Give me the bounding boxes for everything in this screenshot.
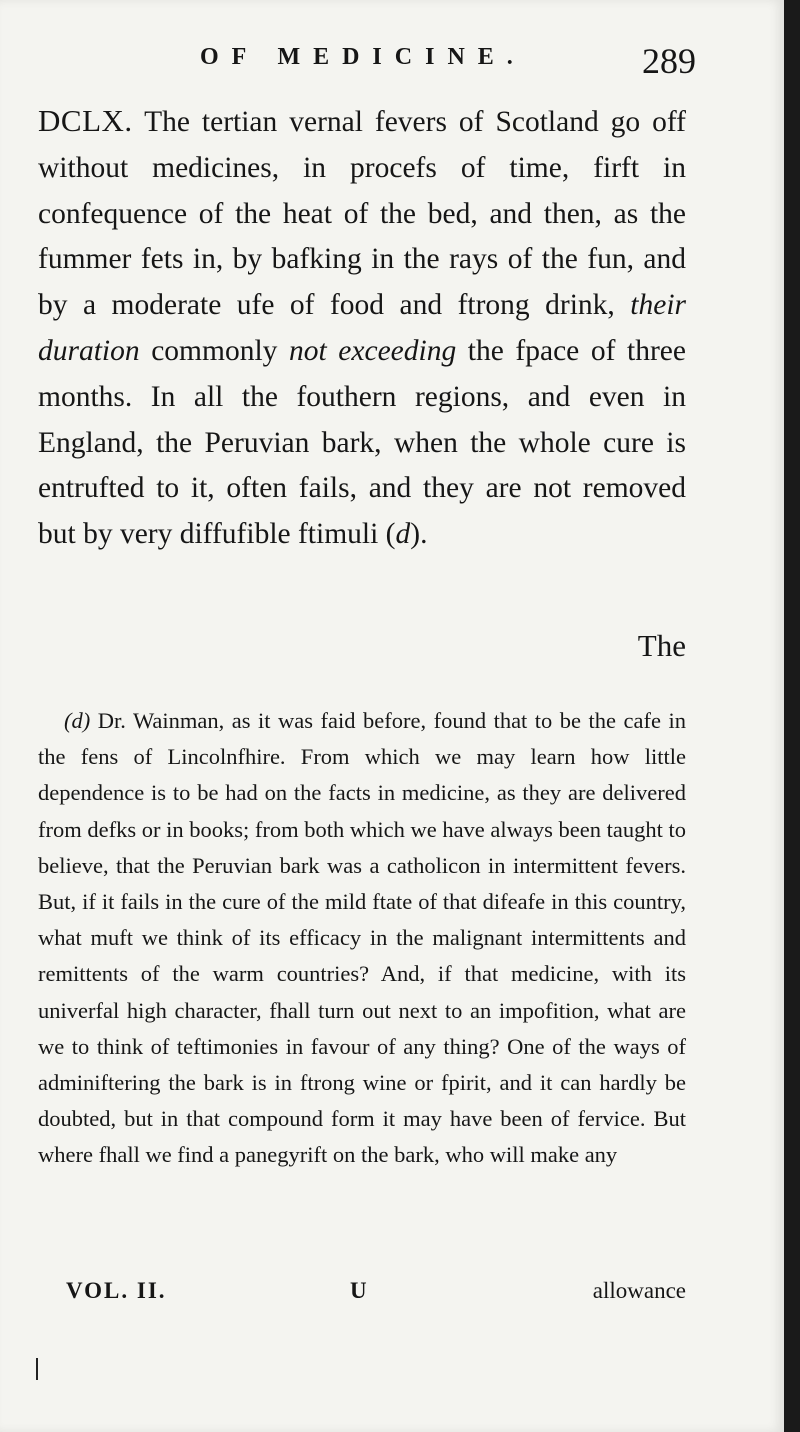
margin-mark xyxy=(36,1358,38,1380)
volume-label: VOL. II. xyxy=(66,1278,167,1303)
catchword-footer: allowance xyxy=(592,1278,686,1303)
section-paragraph xyxy=(38,98,686,558)
paragraph-text-1: The tertian vernal fevers of Scotland go off without medicines, in procefs of time, firft in confequence of the heat of the bed, and then, as the fummer fets in, by bafking in the rays of the fun, and by a moderate ufe of food and ftrong drink, xyxy=(38,106,686,322)
main-text xyxy=(38,98,686,558)
section-number: DCLX. xyxy=(38,103,133,138)
running-title: OF MEDICINE. xyxy=(200,44,526,70)
page-number: 289 xyxy=(642,41,696,81)
running-head xyxy=(0,40,784,84)
paragraph-text-2: commonly xyxy=(139,334,289,367)
footnote-paragraph xyxy=(38,703,686,1174)
catchword-main: The xyxy=(637,628,686,663)
footnote-reference: d xyxy=(395,518,411,551)
italic-phrase-not-exceeding: not exceeding xyxy=(289,334,457,367)
footnote xyxy=(38,703,686,1174)
paragraph-text-4: ). xyxy=(410,518,428,551)
footnote-marker: (d) xyxy=(64,708,91,733)
signature-mark: U xyxy=(350,1278,367,1303)
paragraph-text-3: the fpace of three months. In all the fouthern regions, and even in England, the Peruvian bark, when the whole cure is entrufted to it, often fails, and they are not removed but by very diffufible ftimuli ( xyxy=(38,334,686,551)
page-footer xyxy=(0,1278,784,1318)
italic-phrase-duration: their duration xyxy=(38,289,686,367)
footnote-text: Dr. Wainman, as it was faid before, found that to be the cafe in the fens of Lincolnfhire. From which we may learn how little dependence is to be had on the facts in medicine, as they are delivered from defks or in books; from both which we have always been taught to believe, that the Peruvian bark was a catholicon in intermittent fevers. But, if it fails in the cure of the mild ftate of that difeafe in this country, what muft we think of its efficacy in the malignant intermittents and remittents of the warm countries? And, if that medicine, with its univerfal high character, fhall turn out next to an impofition, what are we to think of teftimonies in favour of any thing? One of the ways of adminiftering the bark is in ftrong wine or fpirit, and it can hardly be doubted, but in that compound form it may have been of fervice. But where fhall we find a panegyrift on the bark, who will make any xyxy=(38,708,686,1168)
